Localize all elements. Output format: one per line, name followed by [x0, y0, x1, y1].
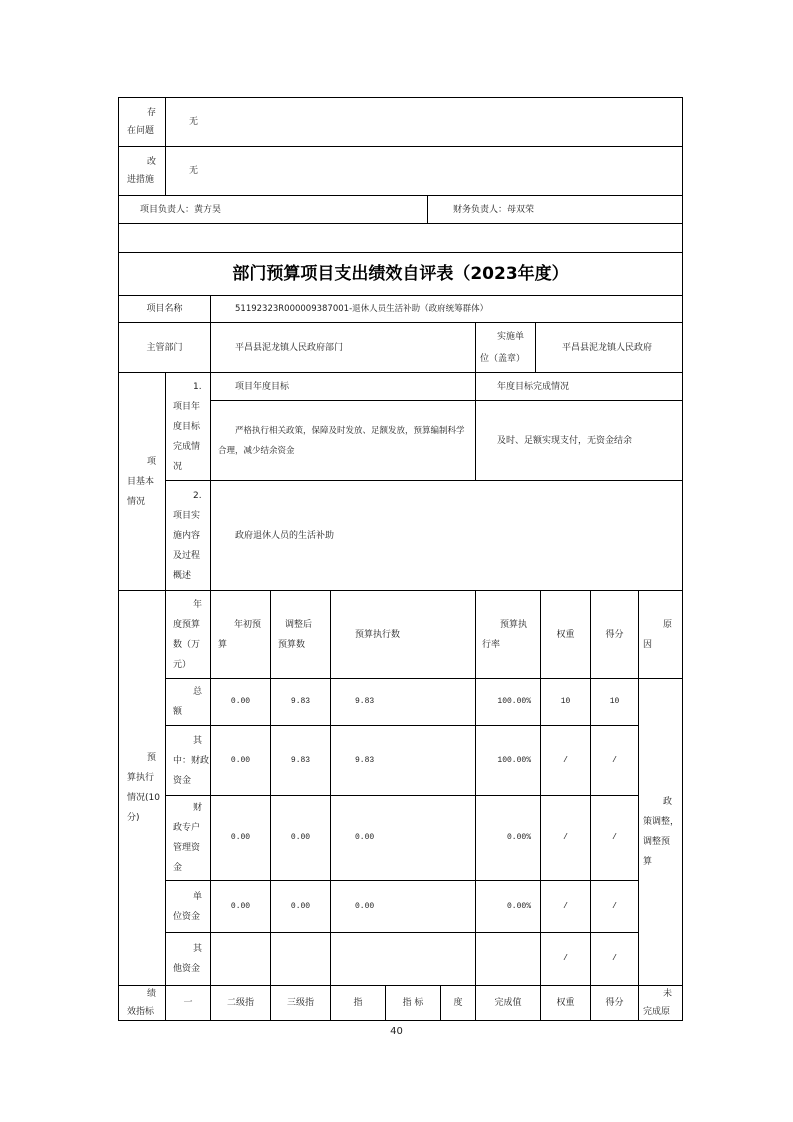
content-text: 政府退休人员的生活补助 — [210, 480, 683, 591]
indicator-header-actual: 完成值 — [475, 985, 541, 1021]
special-account-executed-cell: 0.00 — [330, 795, 476, 881]
budget-header-score: 得分 — [590, 590, 639, 679]
fiscal-adjusted-cell: 9.83 — [270, 725, 331, 796]
special-account-rate-cell: 0.00% — [475, 795, 541, 881]
fiscal-initial-cell: 0.00 — [210, 725, 271, 796]
project-name-label: 项目名称 — [118, 295, 211, 323]
department-value: 平昌县泥龙镇人民政府部门 — [210, 322, 476, 373]
special-account-row-label: 财 政专户 管理资 金 — [165, 795, 211, 881]
total-initial-cell: 0.00 — [210, 678, 271, 726]
fiscal-row-label: 其 中：财政 资金 — [165, 725, 211, 796]
budget-header-rate: 预算执 行率 — [475, 590, 541, 679]
fiscal-rate-cell: 100.00% — [475, 725, 541, 796]
other-funds-executed-cell — [330, 932, 476, 986]
implementer-value: 平昌县泥龙镇人民政府 — [535, 322, 683, 373]
indicator-header-score: 得分 — [590, 985, 639, 1021]
budget-header-adjusted: 调整后 预算数 — [270, 590, 331, 679]
unit-funds-initial-cell: 0.00 — [210, 880, 271, 933]
budget-header-initial: 年初预 算 — [210, 590, 271, 679]
other-funds-rate-cell — [475, 932, 541, 986]
target-header: 项目年度目标 — [210, 372, 476, 401]
other-funds-row-label: 其 他资金 — [165, 932, 211, 986]
fiscal-score-cell: / — [590, 725, 639, 796]
improvements-value: 无 — [165, 146, 683, 196]
other-funds-initial-cell — [210, 932, 271, 986]
result-header: 年度目标完成情况 — [475, 372, 683, 401]
budget-header-reason: 原 因 — [638, 590, 683, 679]
goals-label: 1. 项目年 度目标 完成情 况 — [165, 372, 211, 481]
implementer-label: 实施单 位（盖章） — [475, 322, 536, 373]
total-score-cell: 10 — [590, 678, 639, 726]
improvements-label: 改 进措施 — [118, 146, 166, 196]
budget-header-weight: 权重 — [540, 590, 591, 679]
budget-header-executed: 预算执行数 — [330, 590, 476, 679]
unit-funds-weight-cell: / — [540, 880, 591, 933]
budget-label: 预 算执行 情况(10 分) — [118, 590, 166, 986]
unit-funds-adjusted-cell: 0.00 — [270, 880, 331, 933]
total-adjusted-cell: 9.83 — [270, 678, 331, 726]
special-account-initial-cell: 0.00 — [210, 795, 271, 881]
indicator-header-level1: 一 — [165, 985, 211, 1021]
issues-value: 无 — [165, 97, 683, 147]
unit-funds-rate-cell: 0.00% — [475, 880, 541, 933]
fiscal-executed-cell: 9.83 — [330, 725, 476, 796]
other-funds-adjusted-cell — [270, 932, 331, 986]
page-number: 40 — [390, 1026, 403, 1037]
total-rate-cell: 100.00% — [475, 678, 541, 726]
budget-reason-cell: 政 策调整， 调整预 算 — [638, 678, 683, 986]
unit-funds-score-cell: / — [590, 880, 639, 933]
indicator-header-col5: 指 标 — [385, 985, 441, 1021]
special-account-score-cell: / — [590, 795, 639, 881]
blank-row — [118, 223, 683, 253]
special-account-weight-cell: / — [540, 795, 591, 881]
indicator-header-reason: 未 完成原 — [638, 985, 683, 1021]
unit-funds-executed-cell: 0.00 — [330, 880, 476, 933]
indicator-header-col6: 度 — [440, 985, 476, 1021]
form-title: 部门预算项目支出绩效自评表（2023年度） — [118, 252, 683, 296]
total-executed-cell: 9.83 — [330, 678, 476, 726]
indicators-label: 绩 效指标 — [118, 985, 166, 1021]
finance-lead: 财务负责人：母双荣 — [427, 195, 683, 224]
department-label: 主管部门 — [118, 322, 211, 373]
special-account-adjusted-cell: 0.00 — [270, 795, 331, 881]
indicator-header-col4: 指 — [330, 985, 386, 1021]
other-funds-score-cell: / — [590, 932, 639, 986]
issues-label: 存 在问题 — [118, 97, 166, 147]
content-label: 2. 项目实 施内容 及过程 概述 — [165, 480, 211, 591]
unit-funds-row-label: 单 位资金 — [165, 880, 211, 933]
basic-info-label: 项 目基本 情况 — [118, 372, 166, 591]
result-text: 及时、足额实现支付，无资金结余 — [475, 400, 683, 481]
total-row-label: 总 额 — [165, 678, 211, 726]
total-weight-cell: 10 — [540, 678, 591, 726]
budget-header-year: 年 度预算 数（万 元） — [165, 590, 211, 679]
indicator-header-level2: 二级指 — [210, 985, 271, 1021]
fiscal-weight-cell: / — [540, 725, 591, 796]
indicator-header-level3: 三级指 — [270, 985, 331, 1021]
indicator-header-weight: 权重 — [540, 985, 591, 1021]
project-name-value: 51192323R000009387001-退休人员生活补助（政府统筹群体） — [210, 295, 683, 323]
project-lead: 项目负责人：黄方昊 — [118, 195, 428, 224]
other-funds-weight-cell: / — [540, 932, 591, 986]
target-text: 严格执行相关政策，保障及时发放、足额发放，预算编制科学 合理，减少结余资金 — [210, 400, 476, 481]
